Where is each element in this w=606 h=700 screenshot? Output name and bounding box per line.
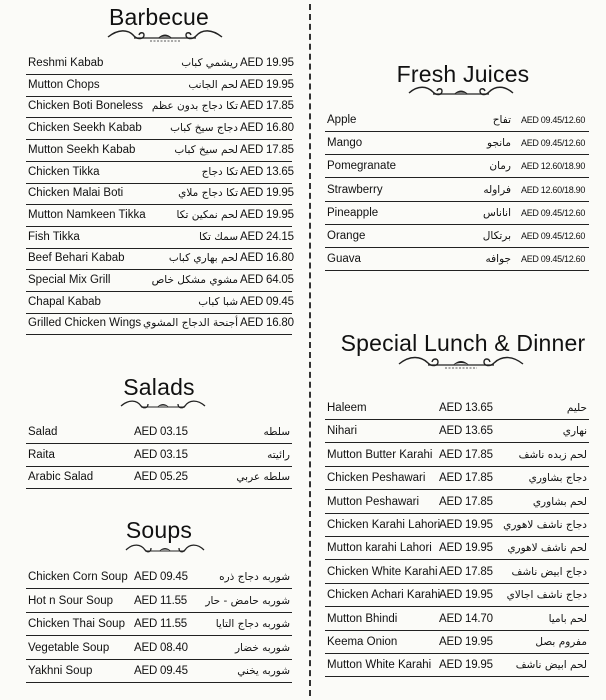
item-price: AED 19.95 [439, 659, 493, 672]
menu-item-row [325, 491, 589, 514]
item-name-arabic: لحم باميا [548, 612, 587, 625]
item-name-arabic: شبا كباب [198, 295, 238, 308]
menu-item-row [325, 132, 589, 155]
item-price: AED 14.70 [439, 612, 493, 625]
item-name: Chicken Boti Boneless [28, 100, 144, 113]
item-price: AED 19.95 [240, 78, 294, 91]
item-name-arabic: شوربه يخني [237, 665, 290, 677]
item-name: Raita [28, 448, 55, 461]
item-name-arabic: دجاج ابيض ناشف [511, 565, 587, 578]
item-name: Grilled Chicken Wings [28, 317, 142, 330]
salads-title: Salads [123, 374, 195, 400]
item-price: AED 09.45/12.60 [521, 207, 586, 218]
item-name-arabic: حليم [566, 402, 587, 414]
menu-item-row [26, 466, 292, 489]
item-name-arabic: مفروم بصل [535, 636, 587, 648]
item-name: Mango [327, 137, 363, 150]
ornament-divider-icon [405, 84, 517, 102]
item-price: AED 17.85 [240, 143, 294, 156]
menu-item-row [325, 420, 589, 443]
menu-item-row [26, 637, 292, 660]
item-name: Chapal Kabab [28, 295, 101, 308]
ornament-divider-icon [395, 354, 527, 374]
item-name: Yakhni Soup [28, 665, 93, 677]
item-name-arabic: لحم نمكين تكا [176, 208, 238, 221]
item-name-arabic: أجنحة الدجاج المشوي [143, 317, 238, 330]
item-name-arabic: لحم ابيض ناشف [515, 659, 587, 672]
menu-item-row [26, 247, 292, 270]
item-name: Mutton Peshawari [327, 495, 420, 508]
item-name: Chicken Tikka [28, 165, 100, 178]
barbecue-title: Barbecue [108, 4, 210, 30]
item-name: Nihari [327, 425, 358, 438]
menu-item-row [325, 397, 589, 420]
item-name: Orange [327, 230, 366, 242]
item-name: Mutton White Karahi [327, 659, 432, 672]
item-name: Chicken Achari Karahi [327, 589, 441, 602]
menu-item-row [325, 608, 589, 631]
item-name-arabic: دجاج بشاوري [528, 472, 587, 485]
item-name: Beef Behari Kabab [28, 252, 125, 265]
menu-item-row [325, 202, 589, 225]
menu-item-row [325, 225, 589, 248]
item-name-arabic: سمك تكا [199, 230, 238, 243]
item-name-arabic: مشوي مشكل خاص [151, 274, 238, 286]
item-price: AED 08.40 [134, 641, 188, 654]
item-name: Mutton Namkeen Tikka [28, 208, 146, 221]
item-name: Mutton Seekh Kabab [28, 143, 136, 156]
item-price: AED 17.85 [240, 100, 294, 113]
item-price: AED 13.65 [439, 402, 493, 414]
item-name: Chicken White Karahi [327, 565, 438, 578]
item-price: AED 03.15 [134, 426, 188, 438]
item-name-arabic: تكا دجاج بدون عظم [151, 100, 238, 113]
menu-item-row [325, 654, 589, 677]
item-price: AED 64.05 [240, 274, 294, 286]
item-name: Chicken Karahi Lahori [327, 519, 441, 531]
item-price: AED 19.95 [439, 636, 493, 648]
menu-item-row [26, 590, 292, 613]
item-price: AED 09.45 [240, 295, 294, 308]
menu-item-row [26, 95, 292, 118]
item-name-arabic: سلطه [263, 426, 290, 438]
item-name-arabic: شوربه دجاج ذره [219, 571, 290, 583]
item-name: Special Mix Grill [28, 274, 111, 286]
item-name-arabic: رائيته [267, 448, 290, 461]
item-name: Salad [28, 426, 58, 438]
menu-item-row [26, 117, 292, 140]
item-name: Mutton Bhindi [327, 612, 398, 625]
menu-item-row [325, 514, 589, 537]
ornament-divider-icon [104, 28, 226, 46]
menu-item-row [26, 182, 292, 205]
menu-item-row [26, 161, 292, 184]
item-price: AED 09.45/12.60 [521, 115, 586, 125]
item-name-arabic: لحم بشاوري [532, 495, 587, 508]
item-price: AED 11.55 [134, 618, 187, 630]
item-name: Chicken Corn Soup [28, 571, 128, 583]
menu-item-row [26, 312, 292, 335]
menu-item-row [26, 204, 292, 227]
menu-item-row [325, 537, 589, 560]
item-name: Haleem [327, 402, 367, 414]
item-name-arabic: شوربه حامض - حار [205, 594, 290, 607]
menu-item-row [26, 421, 292, 444]
item-name-arabic: دجاج سيخ كباب [170, 122, 238, 135]
menu-item-row [26, 291, 292, 314]
menu-item-row [26, 74, 292, 97]
item-name-arabic: برتكال [482, 230, 511, 242]
item-name: Pineapple [327, 206, 379, 219]
item-price: AED 19.95 [439, 589, 493, 602]
item-price: AED 19.95 [439, 519, 493, 531]
item-name: Pomegranate [327, 160, 397, 173]
menu-item-row [26, 226, 292, 249]
column-divider [309, 4, 311, 696]
menu-item-row [325, 561, 589, 584]
menu-item-row [325, 467, 589, 490]
item-name-arabic: فراوله [483, 183, 511, 196]
item-name-arabic: تفاح [492, 114, 511, 126]
item-name-arabic: رمان [489, 160, 511, 173]
menu-item-row [26, 52, 292, 75]
item-price: AED 17.85 [439, 472, 493, 485]
item-price: AED 13.65 [240, 165, 294, 178]
menu-item-row [26, 660, 292, 683]
item-price: AED 09.45/12.60 [521, 231, 586, 241]
item-name: Mutton Butter Karahi [327, 448, 433, 461]
item-price: AED 17.85 [439, 448, 493, 461]
item-name: Guava [327, 253, 361, 266]
item-name-arabic: تكا دجاج ملاي [178, 187, 238, 200]
ornament-divider-icon [118, 398, 208, 414]
item-name-arabic: جوافه [485, 253, 511, 266]
item-name-arabic: مانجو [487, 137, 511, 150]
menu-item-row [26, 444, 292, 467]
item-name: Arabic Salad [28, 471, 94, 483]
item-price: AED 19.95 [240, 187, 294, 200]
item-name: Chicken Seekh Kabab [28, 122, 142, 135]
item-name: Chicken Peshawari [327, 472, 426, 485]
item-name-arabic: دجاج ناشف لاهوري [503, 519, 587, 531]
item-price: AED 05.25 [134, 471, 188, 483]
item-price: AED 16.80 [240, 122, 294, 135]
item-price: AED 16.80 [240, 252, 294, 265]
menu-item-row [325, 179, 589, 202]
menu-item-row [26, 139, 292, 162]
item-name-arabic: لحم بهاري كباب [168, 252, 238, 265]
menu-item-row [26, 269, 292, 292]
item-name-arabic: شوربه دجاج التايا [215, 618, 290, 630]
item-name-arabic: لحم ناشف لاهوري [507, 542, 587, 555]
menu-item-row [325, 584, 589, 607]
item-price: AED 09.45 [134, 571, 188, 583]
item-name-arabic: دجاج ناشف اجالاي [506, 589, 587, 602]
fresh-juices-title: Fresh Juices [396, 61, 530, 87]
item-name: Mutton karahi Lahori [327, 542, 432, 555]
item-price: AED 19.95 [240, 57, 294, 69]
item-name-arabic: لحم سيخ كباب [174, 143, 238, 156]
item-price: AED 11.55 [134, 594, 187, 607]
item-price: AED 12.60/18.90 [521, 184, 586, 195]
item-price: AED 17.85 [439, 495, 493, 508]
item-name: Fish Tikka [28, 230, 80, 243]
item-price: AED 12.60/18.90 [521, 161, 586, 172]
item-price: AED 09.45/12.60 [521, 138, 586, 149]
menu-item-row [325, 155, 589, 178]
item-name: Chicken Thai Soup [28, 618, 125, 630]
special-lunch-dinner-title: Special Lunch & Dinner [340, 330, 586, 356]
item-name: Mutton Chops [28, 78, 100, 91]
soups-title: Soups [125, 517, 193, 543]
left-column [26, 0, 292, 700]
item-price: AED 09.45 [134, 665, 188, 677]
menu-item-row [325, 248, 589, 271]
right-column [325, 0, 589, 700]
menu-item-row [325, 109, 589, 132]
item-name-arabic: لحم زبده ناشف [518, 448, 587, 461]
item-price: AED 13.65 [439, 425, 493, 438]
item-price: AED 03.15 [134, 448, 188, 461]
item-price: AED 19.95 [240, 208, 294, 221]
item-name-arabic: ريشمي كباب [181, 57, 238, 69]
item-name: Vegetable Soup [28, 641, 110, 654]
item-name: Hot n Sour Soup [28, 594, 114, 607]
item-name: Reshmi Kabab [28, 57, 104, 69]
item-name-arabic: نهاري [562, 425, 587, 438]
menu-item-row [26, 613, 292, 636]
item-name-arabic: اناناس [483, 206, 511, 219]
item-name: Chicken Malai Boti [28, 187, 124, 200]
item-price: AED 24.15 [240, 230, 294, 243]
item-price: AED 16.80 [240, 317, 294, 330]
item-price: AED 17.85 [439, 565, 493, 578]
item-name-arabic: تكا دجاج [201, 165, 238, 178]
menu-item-row [26, 566, 292, 589]
item-name: Keema Onion [327, 636, 398, 648]
item-name-arabic: سلطه عربي [236, 471, 290, 483]
menu-item-row [325, 444, 589, 467]
item-name: Apple [327, 114, 357, 126]
item-name: Strawberry [327, 183, 383, 196]
ornament-divider-icon [123, 542, 207, 558]
item-price: AED 09.45/12.60 [521, 254, 586, 265]
item-name-arabic: شوربه خضار [234, 641, 290, 654]
item-name-arabic: لحم الجانب [188, 78, 238, 91]
menu-item-row [325, 631, 589, 654]
item-price: AED 19.95 [439, 542, 493, 555]
